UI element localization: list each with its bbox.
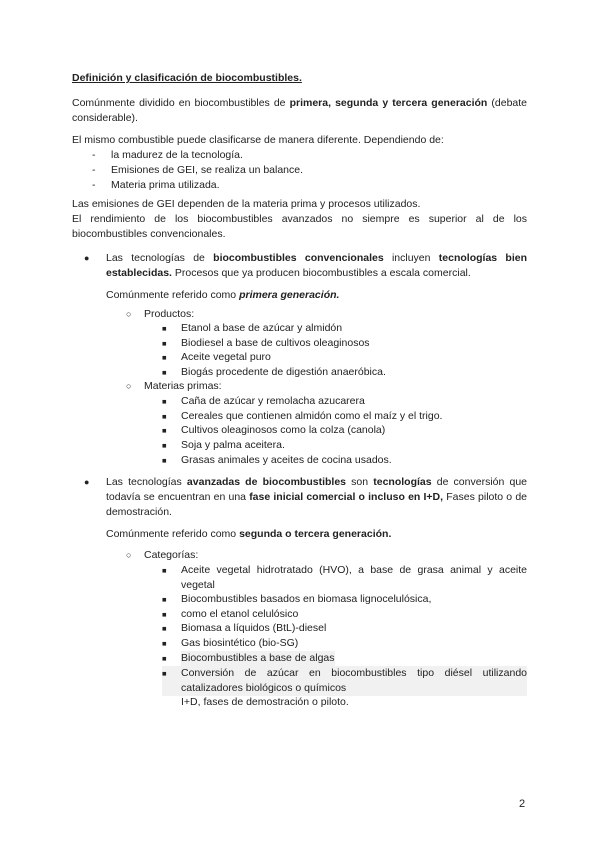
product-item: ■ Biogás procedente de digestión anaeróbica. xyxy=(162,366,386,378)
categories-label: ○ Categorías: xyxy=(126,549,199,561)
material-item: ■ Cereales que contienen almidón como el maíz y el trigo. xyxy=(162,410,443,422)
square-bullet-icon: ■ xyxy=(162,595,167,604)
intro-paragraph-4: El rendimiento de los biocombustibles avanzados no siempre es superior al de los biocombustibles convencionales. xyxy=(72,213,527,240)
square-bullet-icon: ■ xyxy=(162,426,167,435)
square-bullet-icon: ■ xyxy=(162,412,167,421)
dash-item: - Emisiones de GEI, se realiza un balance. xyxy=(92,164,304,176)
text: (debate considerable). xyxy=(72,97,527,124)
material-item: ■ Grasas animales y aceites de cocina usados. xyxy=(162,454,392,466)
category-item: ■ Aceite vegetal hidrotratado (HVO), a base de grasa animal y aceite vegetal xyxy=(162,564,527,591)
category-item: ■ Gas biosintético (bio-SG) xyxy=(162,637,299,649)
page-number: 2 xyxy=(519,798,526,810)
conventional-reference: Comúnmente referido como primera generación. xyxy=(106,289,340,301)
square-bullet-icon: ■ xyxy=(162,669,167,678)
circle-bullet-icon: ○ xyxy=(126,550,132,560)
text: Comúnmente dividido en biocombustibles de xyxy=(72,97,290,109)
section-title: Definición y clasificación de biocombustibles. xyxy=(72,72,302,84)
square-bullet-icon: ■ xyxy=(162,353,167,362)
dash-item: - Materia prima utilizada. xyxy=(92,179,220,191)
square-bullet-icon: ■ xyxy=(162,654,167,663)
circle-bullet-icon: ○ xyxy=(126,309,132,319)
dash-item: - la madurez de la tecnología. xyxy=(92,149,243,161)
category-item: ■ como el etanol celulósico xyxy=(162,608,299,620)
bullet-advanced xyxy=(84,475,527,520)
material-item: ■ Caña de azúcar y remolacha azucarera xyxy=(162,395,365,407)
category-item: ■ Biocombustibles basados en biomasa lignocelulósica, xyxy=(162,593,432,605)
category-item: ■ Conversión de azúcar en biocombustibles tipo diésel utilizando catalizadores biológicos o químicos xyxy=(162,667,527,694)
material-item: ■ Cultivos oleaginosos como la colza (canola) xyxy=(162,424,386,436)
square-bullet-icon: ■ xyxy=(162,639,167,648)
category-item: ■ Biocombustibles a base de algas xyxy=(162,652,335,664)
square-bullet-icon: ■ xyxy=(162,324,167,333)
bullet-icon: ● xyxy=(84,253,90,263)
square-bullet-icon: ■ xyxy=(162,566,167,575)
bullet-conventional xyxy=(84,251,527,281)
product-item: ■ Biodiesel a base de cultivos oleaginosos xyxy=(162,337,370,349)
circle-bullet-icon: ○ xyxy=(126,381,132,391)
products-label: ○ Productos: xyxy=(126,308,195,320)
intro-paragraph-3: Las emisiones de GEI dependen de la materia prima y procesos utilizados. xyxy=(72,198,421,210)
bullet-text: Las tecnologías de biocombustibles convencionales incluyen tecnologías bien establecidas. Procesos que ya producen biocombustibles a escala comercial. xyxy=(106,252,527,279)
product-item: ■ Aceite vegetal puro xyxy=(162,351,271,363)
product-item: ■ Etanol a base de azúcar y almidón xyxy=(162,322,343,334)
square-bullet-icon: ■ xyxy=(162,610,167,619)
square-bullet-icon: ■ xyxy=(162,624,167,633)
bold-text: primera, segunda y tercera generación xyxy=(289,97,488,109)
bullet-icon: ● xyxy=(84,477,90,487)
square-bullet-icon: ■ xyxy=(162,368,167,377)
square-bullet-icon: ■ xyxy=(162,397,167,406)
bullet-text: Las tecnologías avanzadas de biocombustibles son tecnologías de conversión que todavía se encuentran en una fase inicial comercial o incluso en I+D, Fases piloto o de demostración. xyxy=(106,476,528,518)
materials-label: ○ Materias primas: xyxy=(126,380,222,392)
square-bullet-icon: ■ xyxy=(162,456,167,465)
advanced-reference: Comúnmente referido como segunda o tercera generación. xyxy=(106,528,392,540)
intro-paragraph-2: El mismo combustible puede clasificarse de manera diferente. Dependiendo de: xyxy=(72,134,444,146)
trailing-line: I+D, fases de demostración o piloto. xyxy=(181,696,349,708)
intro-paragraph-1 xyxy=(72,96,527,126)
material-item: ■ Soja y palma aceitera. xyxy=(162,439,285,451)
square-bullet-icon: ■ xyxy=(162,441,167,450)
square-bullet-icon: ■ xyxy=(162,339,167,348)
category-item: ■ Biomasa a líquidos (BtL)-diesel xyxy=(162,622,327,634)
